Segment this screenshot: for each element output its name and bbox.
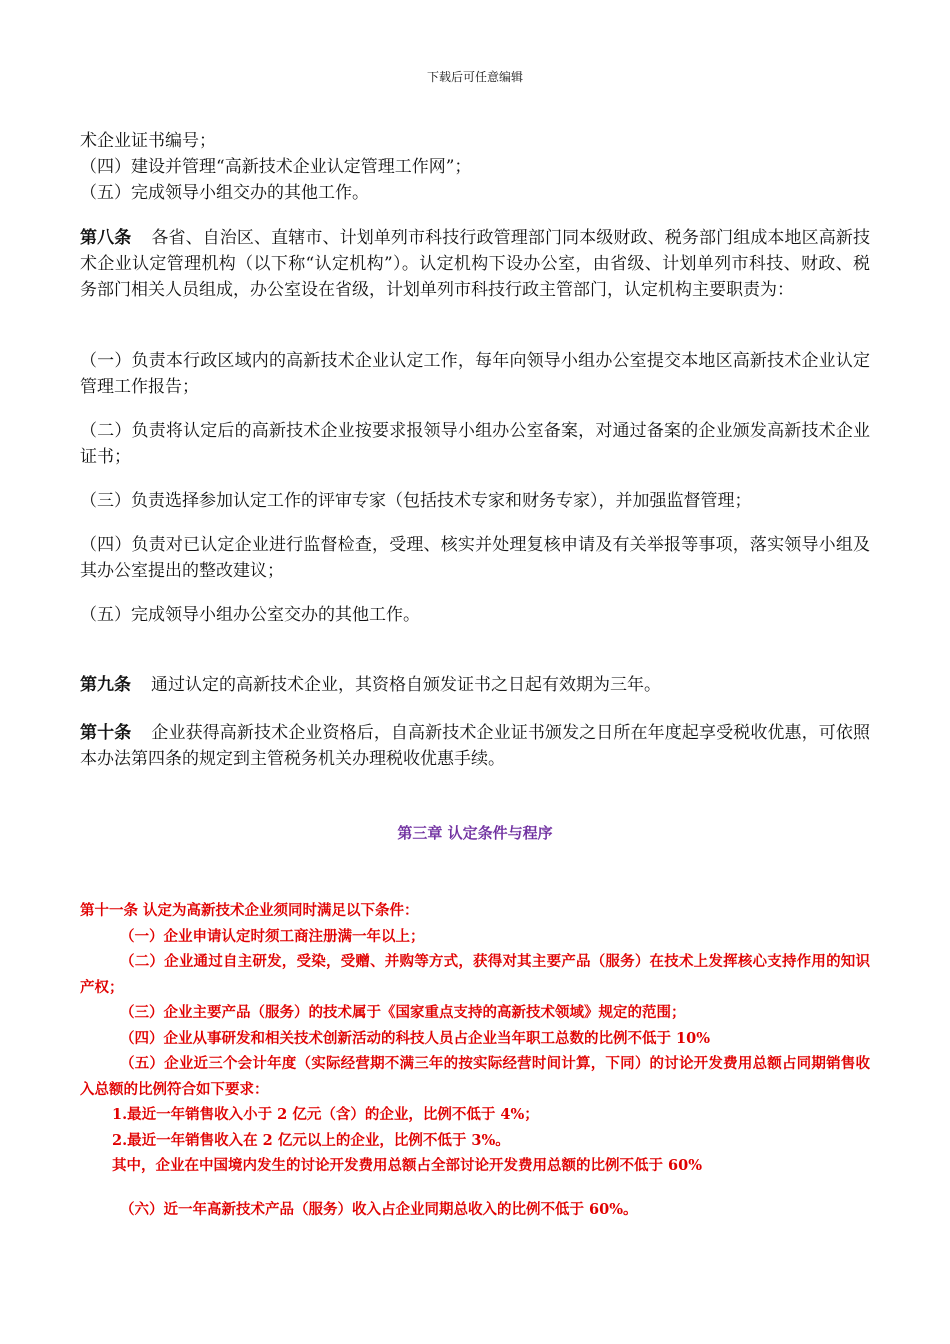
article-label: 第九条: [80, 675, 131, 695]
condition-item: （二）企业通过自主研发，受染，受赠、并购等方式，获得对其主要产品（服务）在技术上发挥核心支持作用的知识产权；: [80, 953, 870, 996]
duty-item: （五）完成领导小组办公室交办的其他工作。: [80, 605, 420, 625]
article-11-heading: 第十一条 认定为高新技术企业须同时满足以下条件：: [80, 902, 419, 919]
intro-line: 术企业证书编号；: [80, 131, 216, 151]
condition-item: （六）近一年高新技术产品（服务）收入占企业同期总收入的比例不低于 60%。: [120, 1200, 638, 1218]
article-label: 第八条: [80, 228, 132, 248]
duty-item: （二）负责将认定后的高新技术企业按要求报领导小组办公室备案，对通过备案的企业颁发高新技术企业证书；: [80, 421, 870, 467]
article-text: 各省、自治区、直辖市、计划单列市科技行政管理部门同本级财政、税务部门组成本地区高新技术企业认定管理机构（以下称“认定机构”）。认定机构下设办公室，由省级、计划单列市科技、财政、税务部门相关人员组成，办公室设在省级，计划单列市科技行政主管部门，认定机构主要职责为：: [80, 228, 871, 300]
article-8: [80, 225, 870, 303]
page-header: 下载后可任意编辑: [426, 70, 523, 84]
condition-item: （三）企业主要产品（服务）的技术属于《国家重点支持的高新技术领域》规定的范围；: [120, 1004, 686, 1021]
article-10: [80, 720, 870, 772]
condition-sub-item: 2.最近一年销售收入在 2 亿元以上的企业，比例不低于 3%。: [112, 1131, 510, 1149]
duty-item: （三）负责选择参加认定工作的评审专家（包括技术专家和财务专家），并加强监督管理；: [80, 491, 752, 511]
article-text: 企业获得高新技术企业资格后，自高新技术企业证书颁发之日所在年度起享受税收优惠，可依照本办法第四条的规定到主管税务机关办理税收优惠手续。: [80, 723, 871, 769]
duty-item: （四）负责对已认定企业进行监督检查，受理、核实并处理复核申请及有关举报等事项，落实领导小组及其办公室提出的整改建议；: [80, 535, 870, 581]
article-11: [80, 898, 870, 1222]
duties-list: [80, 348, 870, 628]
condition-item: （四）企业从事研发和相关技术创新活动的科技人员占企业当年职工总数的比例不低于 10%: [120, 1029, 711, 1047]
intro-line: （四）建设并管理“高新技术企业认定管理工作网”；: [80, 157, 472, 177]
condition-item: （五）企业近三个会计年度（实际经营期不满三年的按实际经营时间计算，下同）的讨论开发费用总额占同期销售收入总额的比例符合如下要求：: [80, 1055, 870, 1098]
article-text: 通过认定的高新技术企业，其资格自颁发证书之日起有效期为三年。: [151, 675, 661, 695]
condition-note: 其中，企业在中国境内发生的讨论开发费用总额占全部讨论开发费用总额的比例不低于 60%: [112, 1157, 703, 1174]
intro-block: [80, 128, 870, 206]
article-label: 第十条: [80, 723, 132, 743]
condition-sub-item: 1.最近一年销售收入小于 2 亿元（含）的企业，比例不低于 4%；: [112, 1106, 539, 1123]
duty-item: （一）负责本行政区域内的高新技术企业认定工作，每年向领导小组办公室提交本地区高新技术企业认定管理工作报告；: [80, 351, 870, 397]
intro-line: （五）完成领导小组交办的其他工作。: [80, 183, 369, 203]
chapter-title: 第三章 认定条件与程序: [397, 824, 553, 842]
article-9: [80, 672, 870, 698]
condition-item: （一）企业申请认定时须工商注册满一年以上；: [120, 927, 425, 945]
